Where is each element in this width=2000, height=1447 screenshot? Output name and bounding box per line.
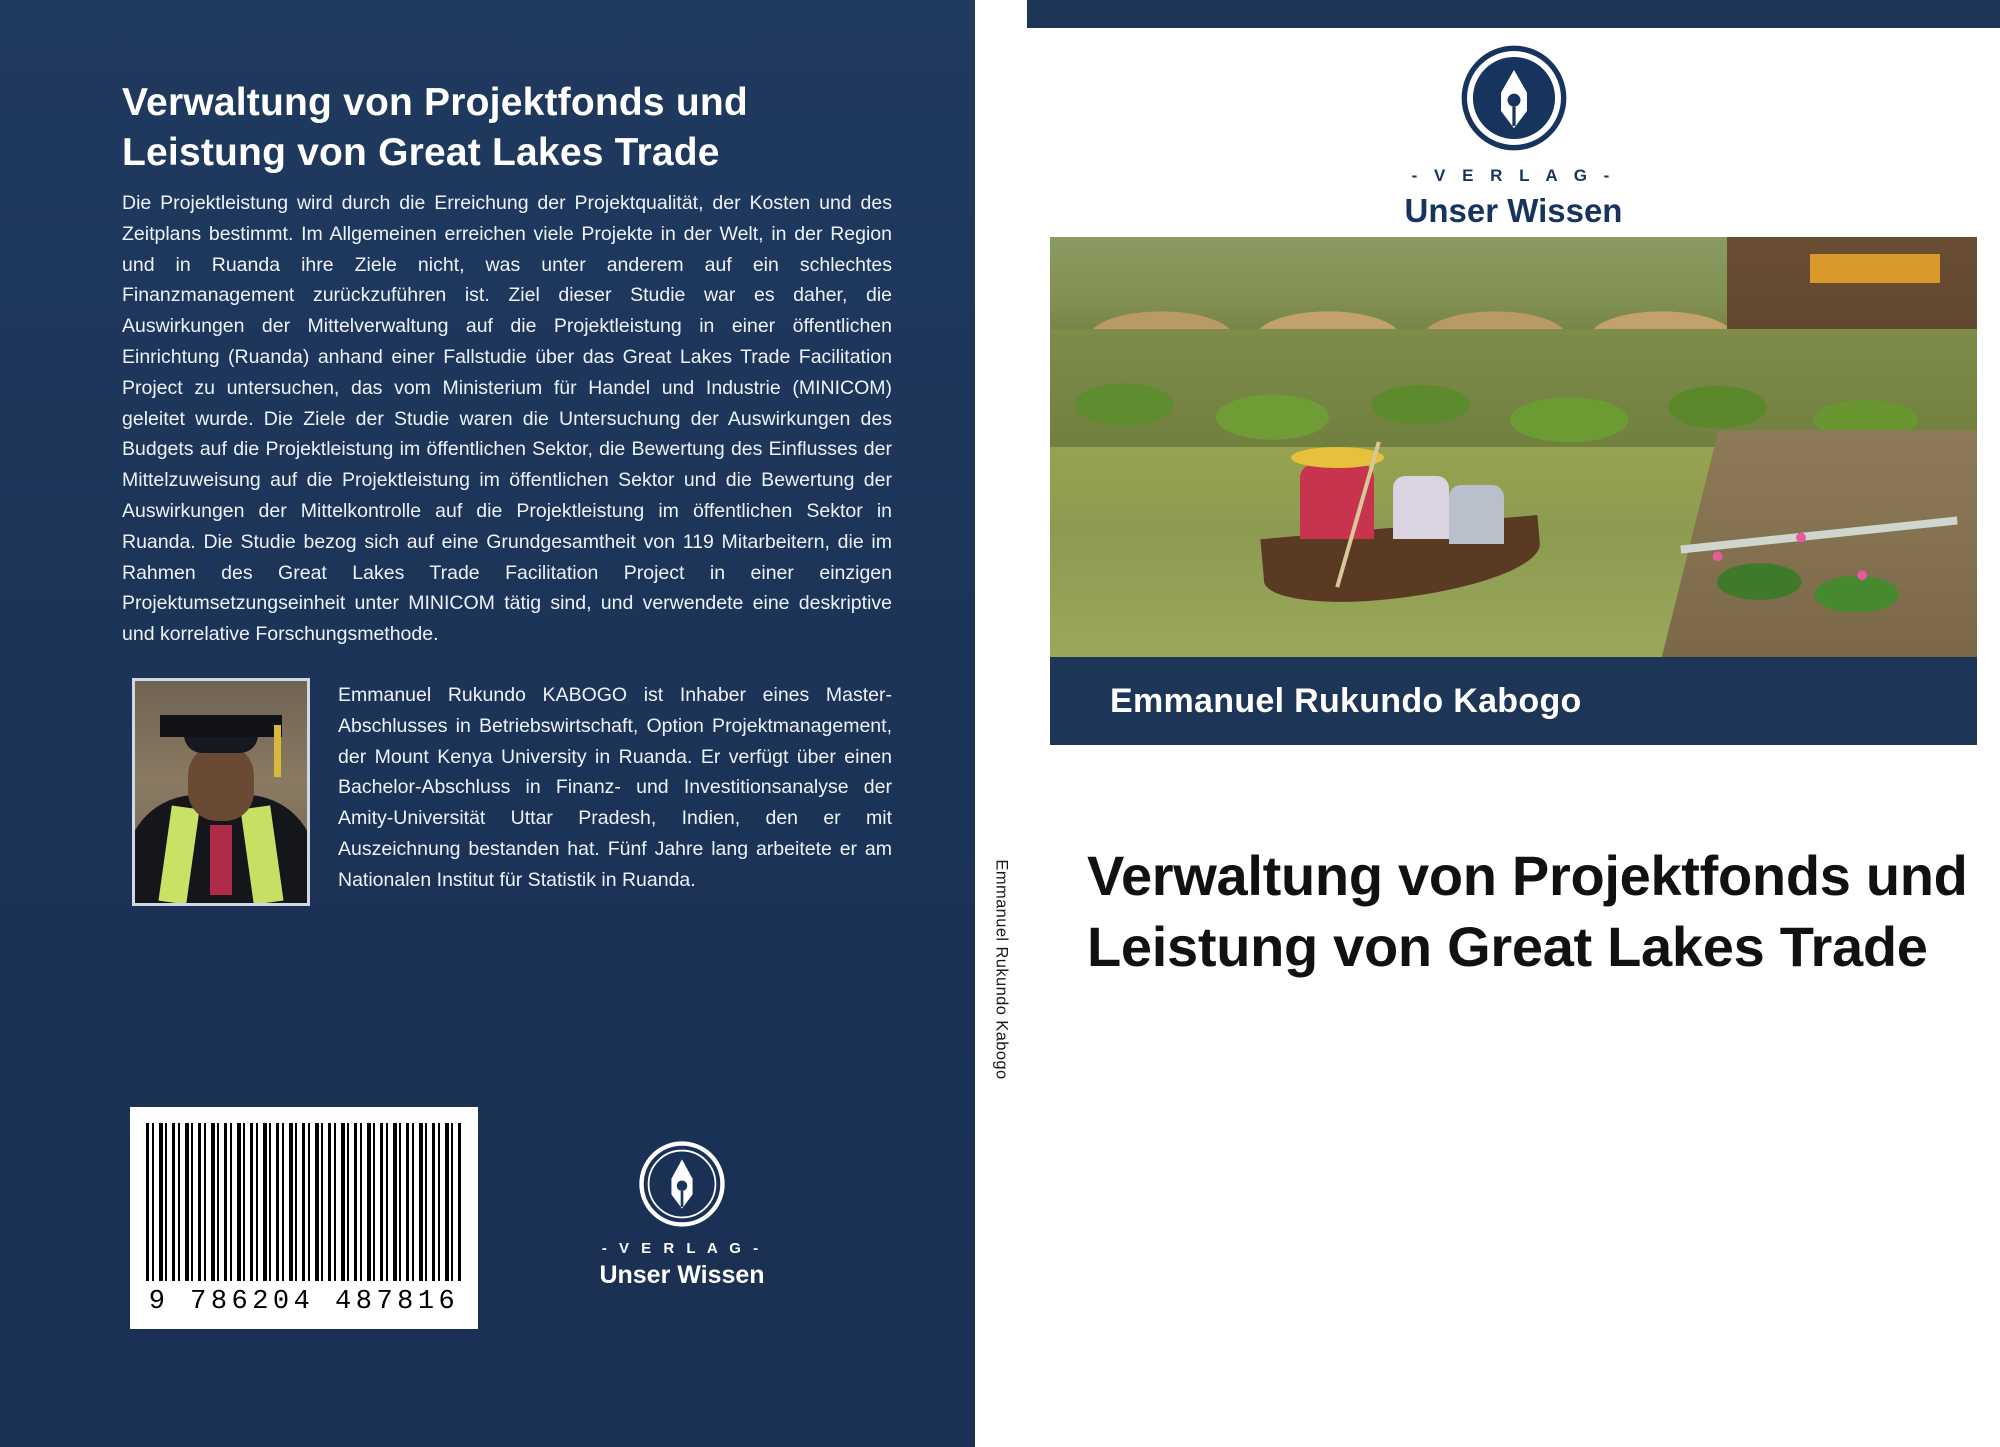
photo-passenger-two xyxy=(1449,485,1505,544)
cover-photograph xyxy=(1050,237,1977,657)
isbn-barcode xyxy=(130,1107,478,1329)
back-publisher-logo xyxy=(592,1140,772,1290)
author-portrait-photo xyxy=(132,678,310,906)
author-block xyxy=(132,678,892,906)
portrait-cap-board xyxy=(160,715,282,737)
publisher-pen-nib-icon xyxy=(1460,44,1568,152)
back-publisher-name: Unser Wissen xyxy=(599,1261,765,1289)
front-top-accent-bar xyxy=(1027,0,2000,28)
barcode-bars xyxy=(146,1123,462,1281)
back-cover-panel xyxy=(0,0,975,1447)
front-cover-panel xyxy=(1027,0,2000,1447)
photo-passenger-one xyxy=(1393,476,1449,539)
photo-orange-awning xyxy=(1810,254,1940,283)
front-publisher-verlag-label: - V E R L A G - xyxy=(1411,166,1616,185)
front-cover-title: Verwaltung von Projektfonds und Leistung von Great Lakes Trade xyxy=(1087,844,1968,979)
portrait-tassel xyxy=(274,725,281,777)
front-author-name: Emmanuel Rukundo Kabogo xyxy=(1110,681,1582,720)
photo-pink-flowers xyxy=(1662,506,1940,632)
barcode-number: 9 786204 487816 xyxy=(148,1287,460,1317)
publisher-pen-nib-icon xyxy=(638,1140,726,1228)
back-cover-abstract: Die Projektleistung wird durch die Erreichung der Projektqualität, der Kosten und des Zeitplans bestimmt. Im Allgemeinen erreichen viele Projekte in der Welt, in der Region und in Ruanda ihre Ziele nicht, was unter anderem auf ein schlechtes Finanzmanagement zurückzuführen ist. Ziel dieser Studie war es daher, die Auswirkungen der Mittelverwaltung auf die Projektleistung in einer öffentlichen Einrichtung (Ruanda) anhand einer Fallstudie über das Great Lakes Trade Facilitation Project zu untersuchen, das vom Ministerium für Handel und Industrie (MINICOM) geleitet wurde. Die Ziele der Studie waren die Untersuchung der Auswirkungen des Budgets auf die Projektleistung im öffentlichen Sektor, die Bewertung des Einflusses der Mittelzuweisung auf die Projektleistung im öffentlichen Sektor und die Bewertung der Auswirkungen der Mittelkontrolle auf die Projektleistung im öffentlichen Sektor in Ruanda. Die Studie bezog sich auf eine Grundgesamtheit von 119 Mitarbeitern, die im Rahmen des Great Lakes Trade Facilitation Project in einer einzigen Projektumsetzungseinheit unter MINICOM tätig sind, und verwendete eine deskriptive und korrelative Forschungsmethode. xyxy=(122,192,892,646)
front-publisher-logo xyxy=(1027,44,2000,230)
back-cover-title: Verwaltung von Projektfonds und Leistung von Great Lakes Trade xyxy=(122,81,748,174)
front-publisher-name: Unser Wissen xyxy=(1404,192,1623,229)
spine-author-text: Emmanuel Rukundo Kabogo xyxy=(992,859,1011,1080)
portrait-face xyxy=(188,743,254,821)
portrait-tie xyxy=(210,825,232,895)
front-author-bar xyxy=(1050,657,1977,745)
author-biography: Emmanuel Rukundo KABOGO ist Inhaber eines Master-Abschlusses in Betriebswirtschaft, Option Projektmanagement, der Mount Kenya University in Ruanda. Er verfügt über einen Bachelor-Abschluss in Finanz- und Investitionsanalyse der Amity-Universität Uttar Pradesh, Indien, den er mit Auszeichnung bestanden hat. Fünf Jahre lang arbeitete er am Nationalen Institut für Statistik in Ruanda. xyxy=(338,684,892,891)
spine-panel xyxy=(975,0,1027,1447)
back-publisher-verlag-label: - V E R L A G - xyxy=(601,1240,763,1257)
